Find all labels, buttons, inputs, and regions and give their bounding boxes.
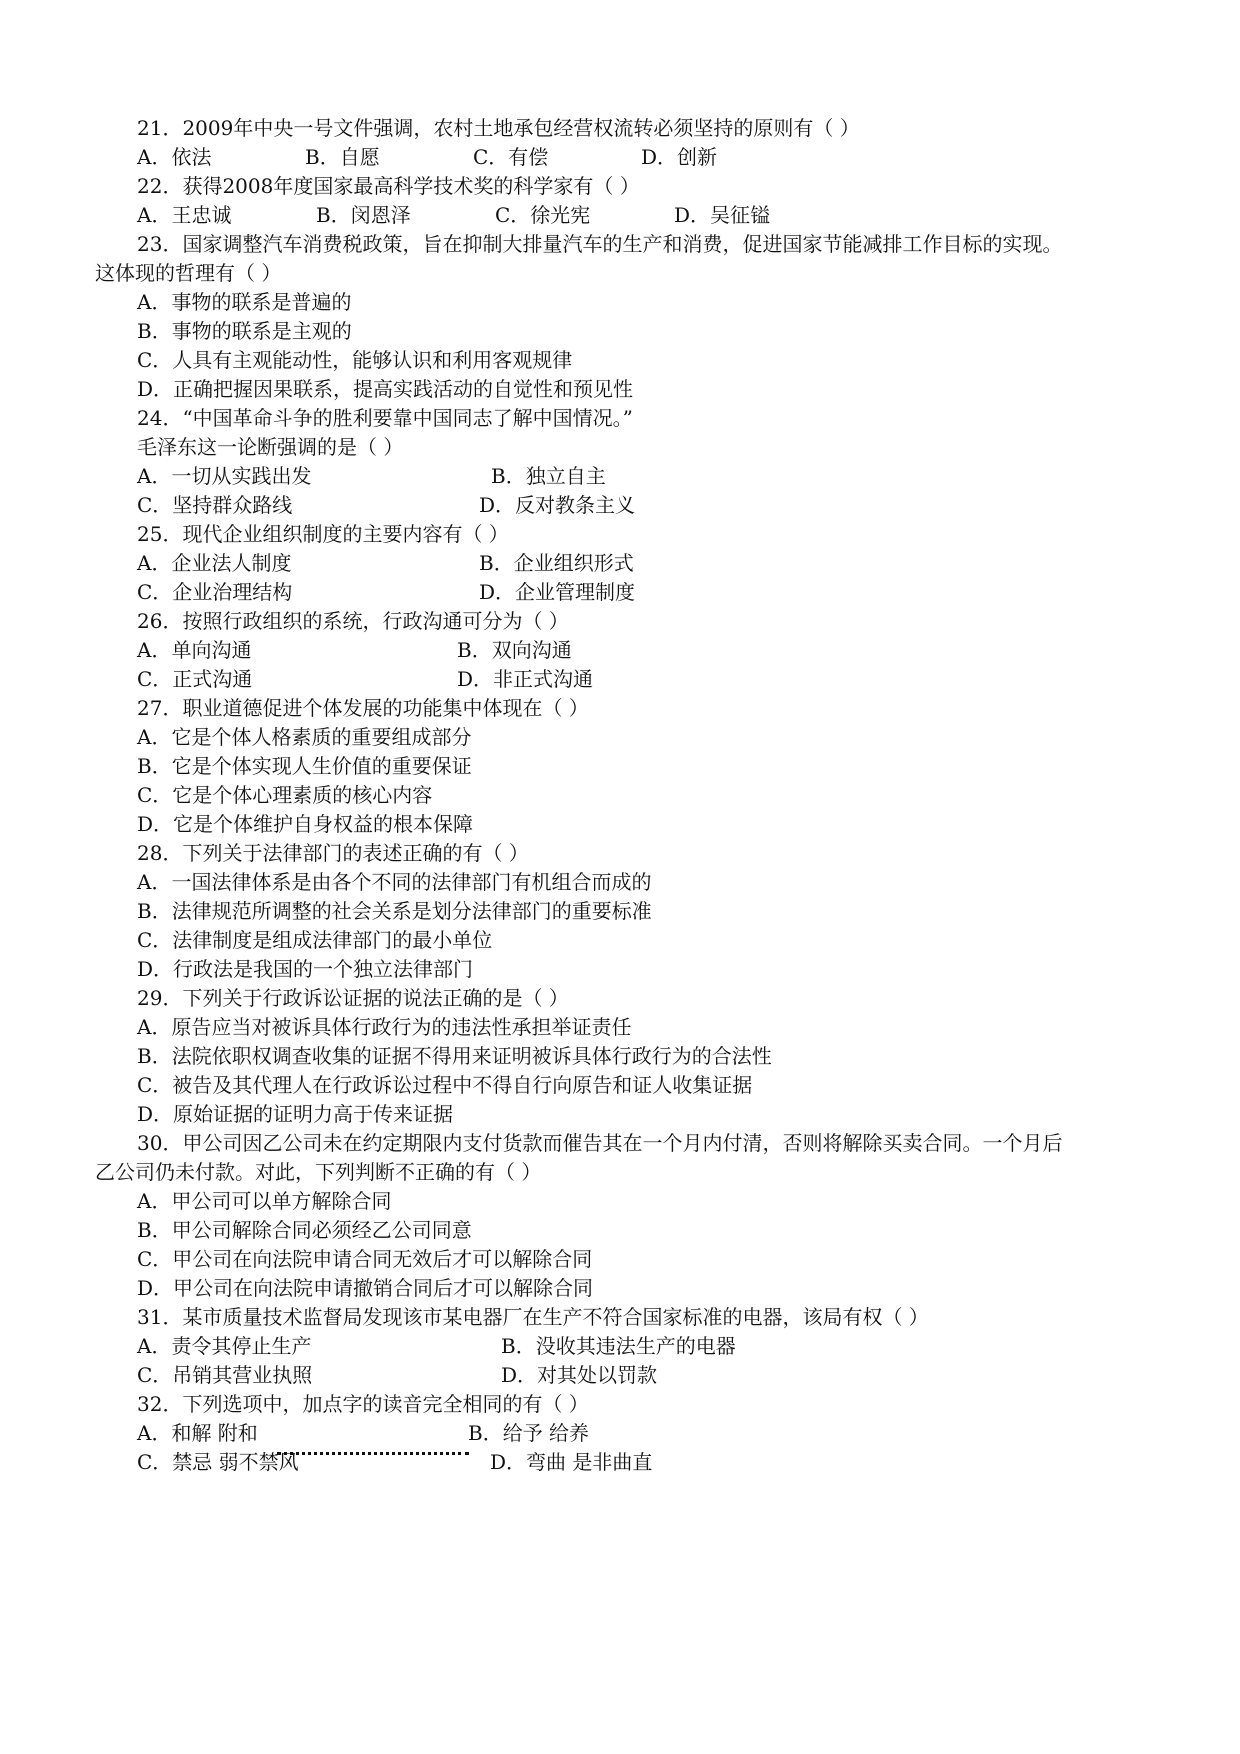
question-22-option-d: D．吴征镒 — [674, 203, 771, 227]
question-25-stem: 25．现代企业组织制度的主要内容有（ ） — [137, 522, 509, 546]
question-24-option-b: B．独立自主 — [491, 464, 606, 488]
question-30-option-b: B．甲公司解除合同必须经乙公司同意 — [137, 1218, 472, 1242]
question-27-option-a: A．它是个体人格素质的重要组成部分 — [137, 725, 472, 749]
question-26-option-d: D．非正式沟通 — [457, 667, 594, 691]
question-27-stem: 27．职业道德促进个体发展的功能集中体现在（ ） — [137, 696, 589, 720]
question-31-option-c: C．吊销其营业执照 — [137, 1363, 313, 1387]
question-32-stem: 32．下列选项中，加点字的读音完全相同的有（ ） — [137, 1392, 589, 1416]
question-28-option-b: B．法律规范所调整的社会关系是划分法律部门的重要标准 — [137, 899, 652, 923]
question-32-option-b: B．给予 给养 — [468, 1421, 590, 1445]
question-25-option-b: B．企业组织形式 — [479, 551, 634, 575]
question-22-option-a: A．王忠诚 — [137, 203, 232, 227]
question-26-option-b: B．双向沟通 — [457, 638, 572, 662]
question-22-stem: 22．获得2008年度国家最高科学技术奖的科学家有（ ） — [137, 174, 640, 198]
question-28-stem: 28．下列关于法律部门的表述正确的有（ ） — [137, 841, 529, 865]
question-29-stem: 29．下列关于行政诉讼证据的说法正确的是（ ） — [137, 986, 569, 1010]
question-24-stem-line-1: 24．“中国革命斗争的胜利要靠中国同志了解中国情况。” — [137, 406, 633, 430]
question-31-stem: 31．某市质量技术监督局发现该市某电器厂在生产不符合国家标准的电器，该局有权（ ） — [137, 1305, 929, 1329]
question-26-option-c: C．正式沟通 — [137, 667, 253, 691]
question-23-option-a: A．事物的联系是普遍的 — [137, 290, 352, 314]
question-28-option-c: C．法律制度是组成法律部门的最小单位 — [137, 928, 493, 952]
question-23-option-b: B．事物的联系是主观的 — [137, 319, 352, 343]
question-24-option-a: A．一切从实践出发 — [137, 464, 312, 488]
question-29-option-c: C．被告及其代理人在行政诉讼过程中不得自行向原告和证人收集证据 — [137, 1073, 753, 1097]
question-23-stem-line-1: 23．国家调整汽车消费税政策，旨在抑制大排量汽车的生产和消费，促进国家节能减排工作目标的实现。 — [137, 232, 1063, 256]
question-29-option-d: D．原始证据的证明力高于传来证据 — [137, 1102, 454, 1126]
question-24-stem-line-2: 毛泽东这一论断强调的是（ ） — [137, 435, 404, 459]
question-23-option-c: C．人具有主观能动性，能够认识和利用客观规律 — [137, 348, 573, 372]
question-30-stem-line-1: 30．甲公司因乙公司未在约定期限内支付货款而催告其在一个月内付清，否则将解除买卖合同。一个月后 — [137, 1131, 1063, 1155]
question-32-option-c: C．禁忌 弱不禁风 — [137, 1450, 299, 1474]
question-26-stem: 26．按照行政组织的系统，行政沟通可分为（ ） — [137, 609, 569, 633]
question-25-option-a: A．企业法人制度 — [137, 551, 292, 575]
question-29-option-a: A．原告应当对被诉具体行政行为的违法性承担举证责任 — [137, 1015, 632, 1039]
question-21-option-c: C．有偿 — [473, 145, 549, 169]
question-31-option-a: A．责令其停止生产 — [137, 1334, 312, 1358]
question-21-stem: 21．2009年中央一号文件强调，农村土地承包经营权流转必须坚持的原则有（ ） — [137, 116, 860, 140]
question-21-option-b: B．自愿 — [305, 145, 380, 169]
question-22-option-b: B．闵恩泽 — [316, 203, 411, 227]
question-24-option-c: C．坚持群众路线 — [137, 493, 293, 517]
question-23-option-d: D．正确把握因果联系，提高实践活动的自觉性和预见性 — [137, 377, 634, 401]
question-30-option-a: A．甲公司可以单方解除合同 — [137, 1189, 392, 1213]
question-30-stem-line-2: 乙公司仍未付款。对此，下列判断不正确的有（ ） — [95, 1160, 542, 1184]
dotted-underline — [277, 1452, 469, 1455]
question-32-option-d: D．弯曲 是非曲直 — [490, 1450, 653, 1474]
question-30-option-c: C．甲公司在向法院申请合同无效后才可以解除合同 — [137, 1247, 593, 1271]
question-21-option-d: D．创新 — [641, 145, 718, 169]
question-23-stem-line-2: 这体现的哲理有（ ） — [95, 261, 282, 285]
question-25-option-c: C．企业治理结构 — [137, 580, 293, 604]
question-24-option-d: D．反对教条主义 — [479, 493, 636, 517]
question-27-option-c: C．它是个体心理素质的核心内容 — [137, 783, 433, 807]
question-28-option-d: D．行政法是我国的一个独立法律部门 — [137, 957, 474, 981]
question-27-option-b: B．它是个体实现人生价值的重要保证 — [137, 754, 472, 778]
question-31-option-b: B．没收其违法生产的电器 — [501, 1334, 736, 1358]
question-32-option-a: A．和解 附和 — [137, 1421, 258, 1445]
question-27-option-d: D．它是个体维护自身权益的根本保障 — [137, 812, 474, 836]
question-28-option-a: A．一国法律体系是由各个不同的法律部门有机组合而成的 — [137, 870, 652, 894]
question-25-option-d: D．企业管理制度 — [479, 580, 636, 604]
question-26-option-a: A．单向沟通 — [137, 638, 252, 662]
question-21-option-a: A．依法 — [137, 145, 212, 169]
question-29-option-b: B．法院依职权调查收集的证据不得用来证明被诉具体行政行为的合法性 — [137, 1044, 772, 1068]
question-31-option-d: D．对其处以罚款 — [501, 1363, 658, 1387]
question-22-option-c: C．徐光宪 — [495, 203, 591, 227]
question-30-option-d: D．甲公司在向法院申请撤销合同后才可以解除合同 — [137, 1276, 594, 1300]
